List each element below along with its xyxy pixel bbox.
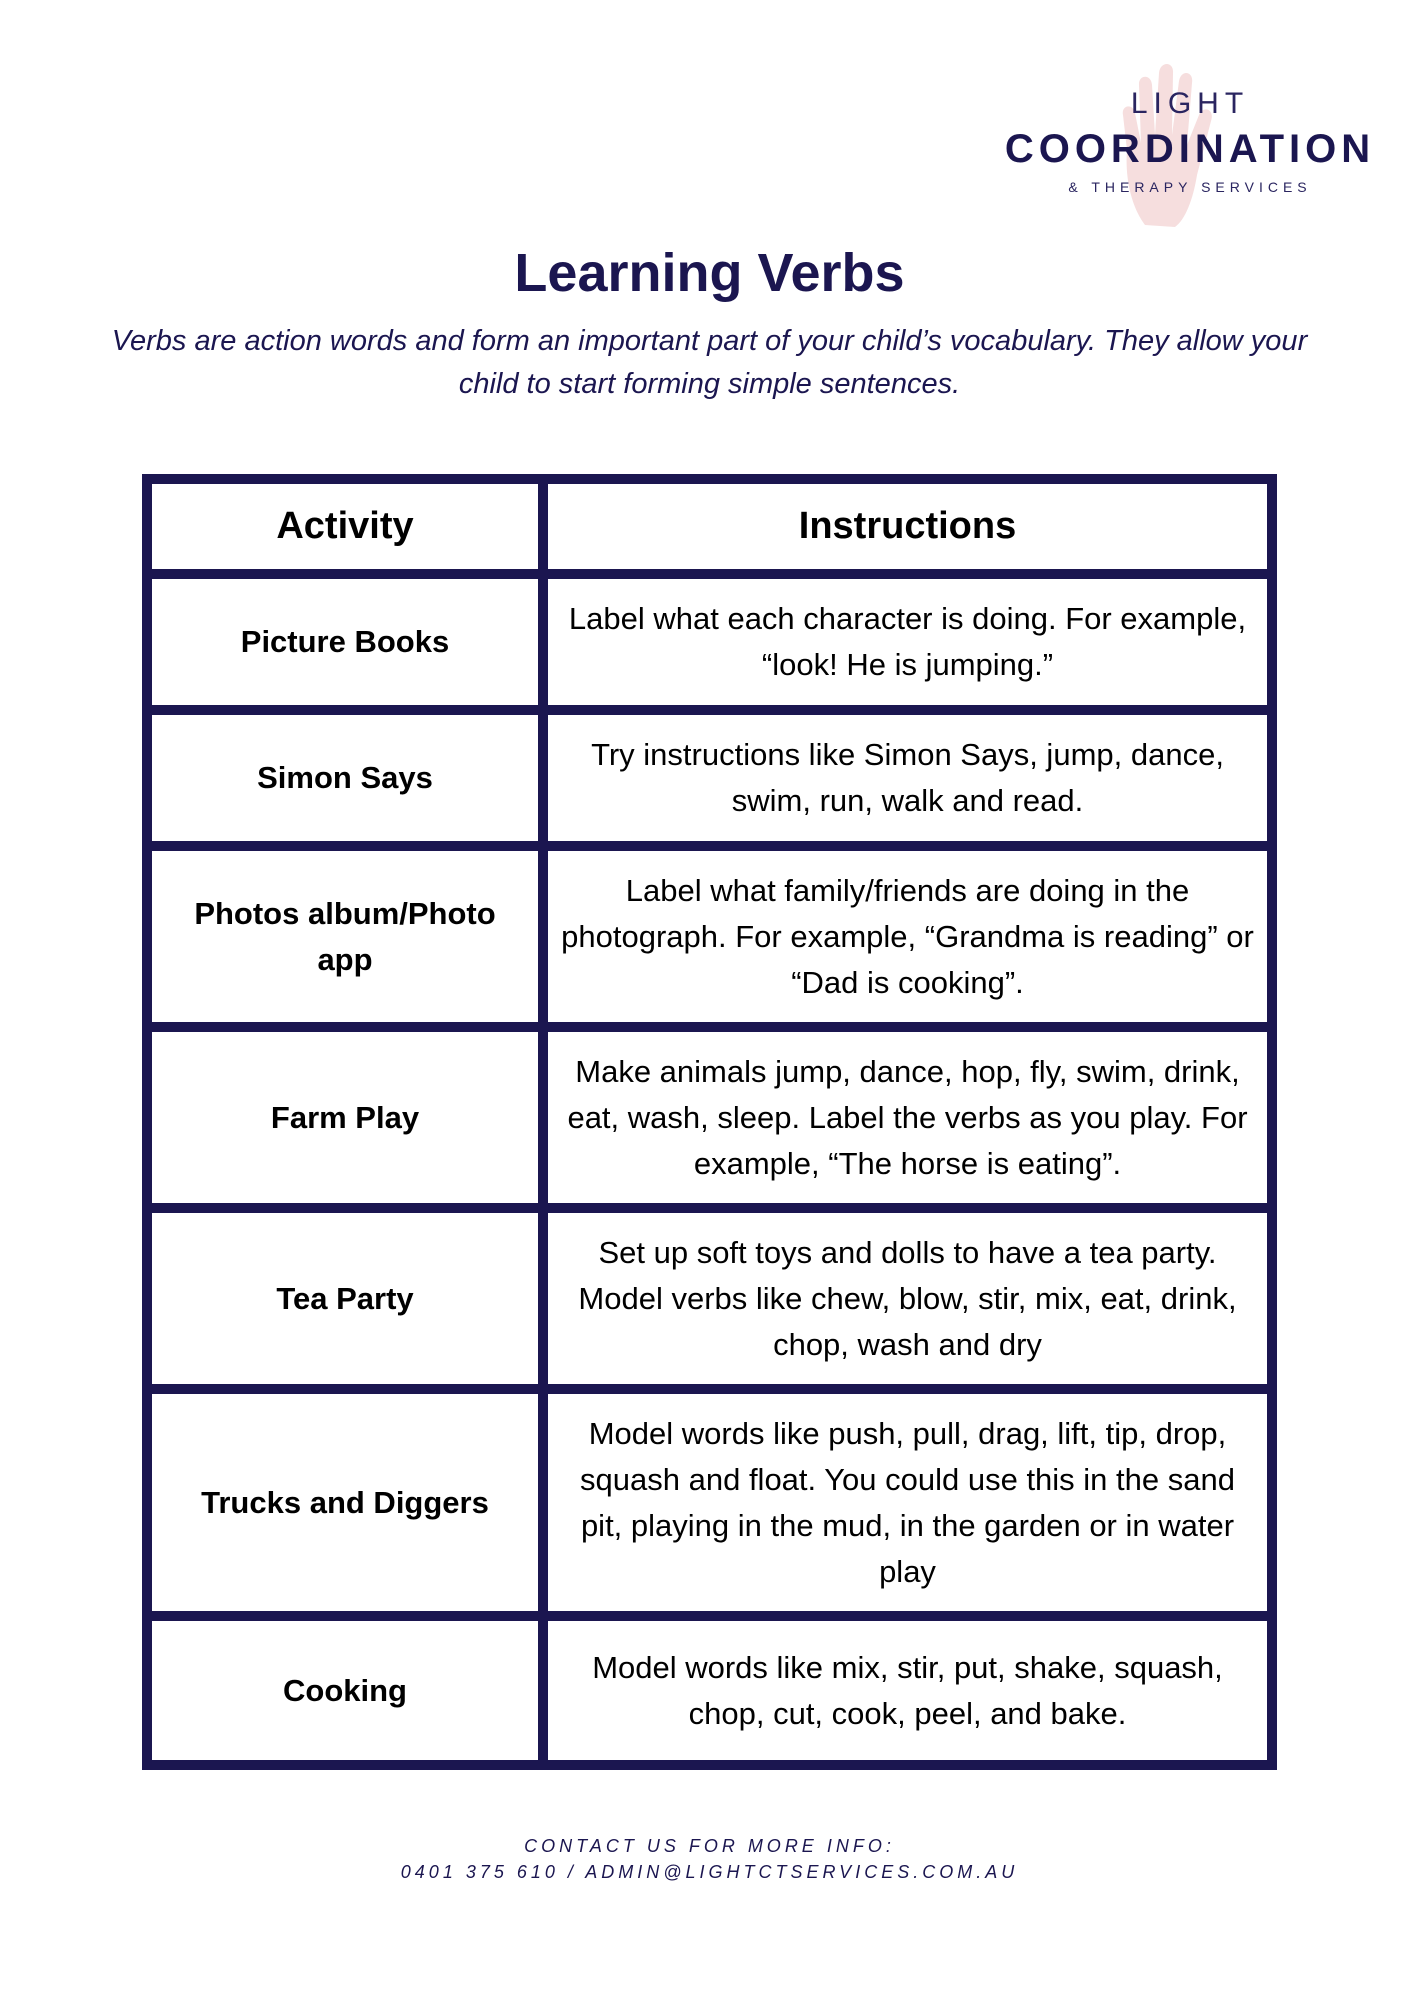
logo-line-1: LIGHT xyxy=(1130,87,1250,120)
table-row-activity xyxy=(152,1621,538,1760)
activities-table xyxy=(142,474,1277,1770)
table-row-instructions xyxy=(548,1394,1267,1611)
header-instructions xyxy=(548,484,1267,569)
footer-line-2[interactable]: 0401 375 610 / ADMIN@LIGHTCTSERVICES.COM.AU xyxy=(400,1862,1019,1882)
table-row-instructions xyxy=(548,715,1267,841)
footer-contact xyxy=(0,1833,1419,1885)
table-row-instructions xyxy=(548,1621,1267,1760)
table-row-activity xyxy=(152,1032,538,1203)
table-row-instructions xyxy=(548,851,1267,1022)
activity-label: Trucks and Diggers xyxy=(201,1484,489,1520)
header-activity xyxy=(152,484,538,569)
logo-line-2: COORDINATION xyxy=(1004,127,1376,171)
activity-label: Picture Books xyxy=(240,624,450,659)
table-row-instructions xyxy=(548,579,1267,705)
table-row-instructions xyxy=(548,1032,1267,1203)
instructions-text: Label what family/friends are doing in the photograph. For example, “Grandma is reading” or “Dad is cooking”. xyxy=(561,872,1254,1000)
instructions-text: Label what each character is doing. For example, “look! He is jumping.” xyxy=(568,601,1247,682)
table-row-instructions xyxy=(548,1213,1267,1384)
logo-line-3: & THERAPY SERVICES xyxy=(1068,179,1312,195)
activity-label: Simon Says xyxy=(257,760,433,795)
footer-line-1: CONTACT US FOR MORE INFO: xyxy=(524,1836,895,1856)
instructions-text: Try instructions like Simon Says, jump, dance, swim, run, walk and read. xyxy=(591,737,1224,818)
logo xyxy=(990,55,1390,235)
intro-text: Verbs are action words and form an important part of your child’s vocabulary. They allow your child to start forming simple sentences. xyxy=(111,325,1308,400)
instructions-text: Set up soft toys and dolls to have a tea party. Model verbs like chew, blow, stir, mix, eat, drink, chop, wash and dry xyxy=(578,1234,1237,1362)
activity-label: Cooking xyxy=(283,1672,407,1708)
instructions-text: Make animals jump, dance, hop, fly, swim, drink, eat, wash, sleep. Label the verbs as you play. For example, “The horse is eating”. xyxy=(567,1053,1248,1181)
table-row-activity xyxy=(152,579,538,705)
table-row-activity xyxy=(152,1213,538,1384)
table-row-activity xyxy=(152,715,538,841)
activity-label: Photos album/Photo app xyxy=(194,895,496,977)
header-activity-label: Activity xyxy=(276,505,414,547)
table-row-activity xyxy=(152,851,538,1022)
activity-label: Tea Party xyxy=(276,1280,414,1316)
instructions-text: Model words like push, pull, drag, lift, tip, drop, squash and float. You could use this in the sand pit, playing in the mud, in the garden or in water play xyxy=(580,1415,1235,1589)
activity-label: Farm Play xyxy=(270,1099,420,1135)
table-row-activity xyxy=(152,1394,538,1611)
page-title: Learning Verbs xyxy=(514,243,905,303)
instructions-text: Model words like mix, stir, put, shake, squash, chop, cut, cook, peel, and bake. xyxy=(592,1649,1223,1731)
header-instructions-label: Instructions xyxy=(798,505,1017,547)
